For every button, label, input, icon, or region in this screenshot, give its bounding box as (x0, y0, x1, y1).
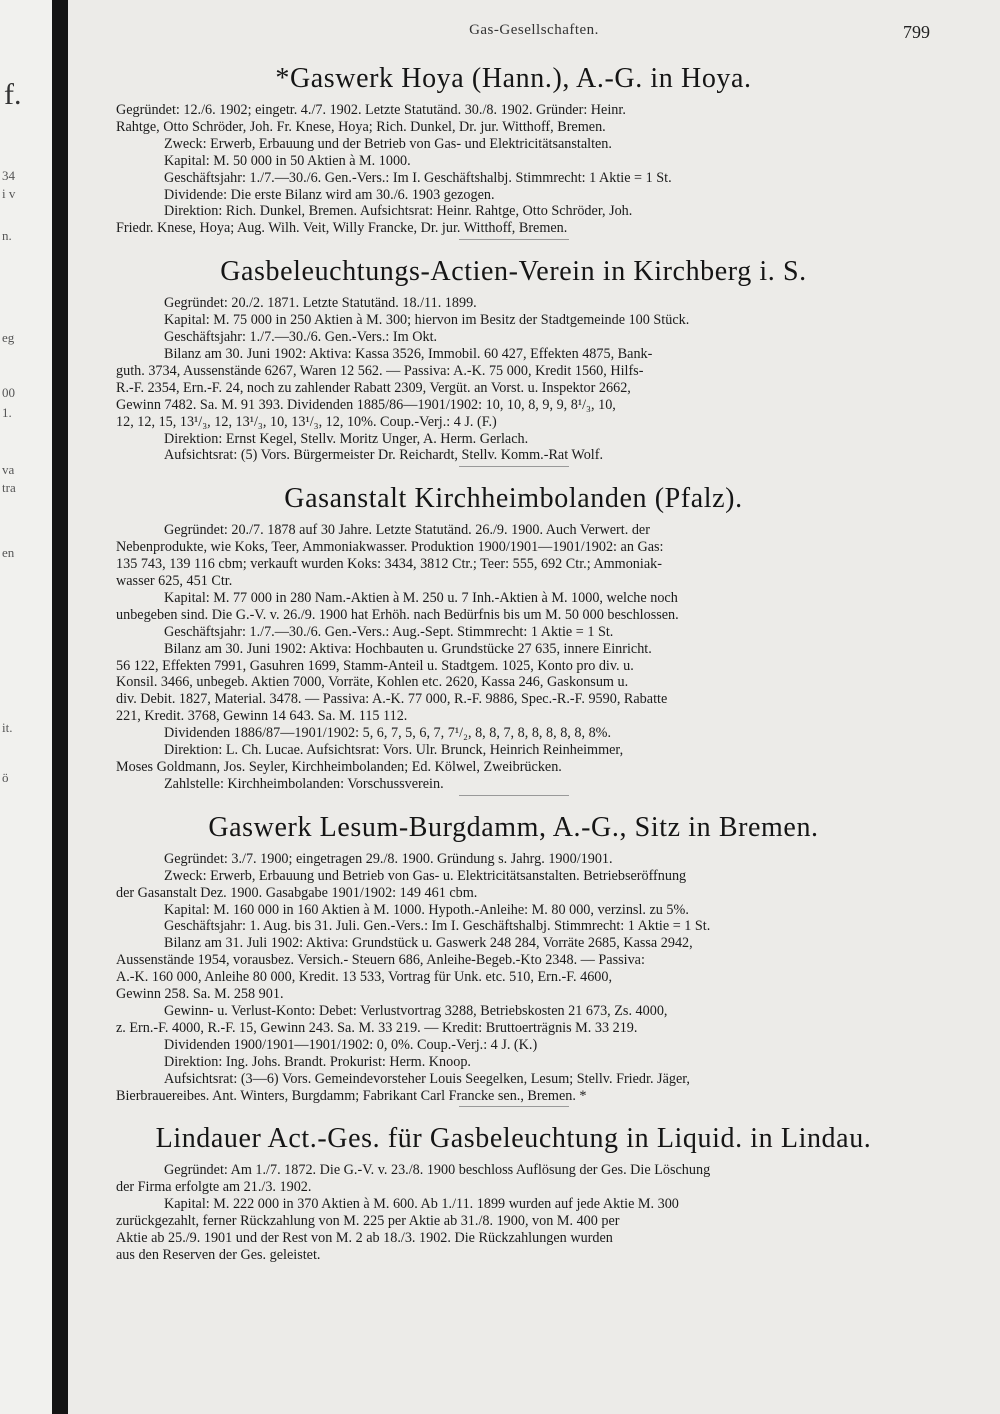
margin-fragment: 00 (2, 385, 15, 400)
text-line: Konsil. 3466, unbegeb. Aktien 7000, Vorräte, Kohlen etc. 2620, Kassa 246, Gaskonsum u. (116, 674, 629, 691)
text-line: Zahlstelle: Kirchheimbolanden: Vorschussverein. (164, 775, 444, 792)
text-line: Aufsichtsrat: (5) Vors. Bürgermeister Dr. Reichardt, Stellv. Komm.-Rat Wolf. (164, 447, 603, 464)
company-title: Lindauer Act.-Ges. für Gasbeleuchtung in Liquid. in Lindau. (155, 1123, 872, 1155)
page-content (116, 62, 911, 1279)
margin-fragment: en (2, 545, 15, 560)
text-line: Aufsichtsrat: (3—6) Vors. Gemeindevorsteher Louis Seegelken, Lesum; Stellv. Friedr. Jäger, (164, 1070, 690, 1087)
text-line: R.-F. 2354, Ern.-F. 24, noch zu zahlender Rabatt 2309, Vergüt. an Vorst. u. Inspektor 2662, (116, 379, 631, 396)
text-line: Bierbrauereibes. Ant. Winters, Burgdamm; Fabrikant Carl Francke sen., Bremen. * (116, 1087, 587, 1104)
company-title: Gaswerk Lesum-Burgdamm, A.-G., Sitz in Bremen. (208, 811, 819, 843)
text-line: div. Debit. 1827, Material. 3478. — Passiva: A.-K. 77 000, R.-F. 9886, Spec.-R.-F. 9590, Rabatte (116, 691, 668, 708)
company-title: Gasanstalt Kirchheimbolanden (Pfalz). (284, 483, 743, 515)
text-line: Friedr. Knese, Hoya; Aug. Wilh. Veit, Willy Francke, Dr. jur. Witthoff, Bremen. (116, 220, 568, 237)
text-line: Gegründet: 12./6. 1902; eingetr. 4./7. 1902. Letzte Statutänd. 30./8. 1902. Gründer: Heinr. (116, 102, 626, 118)
company-body (116, 851, 911, 1105)
text-line: Bilanz am 30. Juni 1902: Aktiva: Kassa 3526, Immobil. 60 427, Effekten 4875, Bank- (164, 345, 653, 362)
company-body (116, 102, 911, 237)
margin-fragment: tra (2, 480, 16, 495)
text-line: Moses Goldmann, Jos. Seyler, Kirchheimbolanden; Ed. Kölwel, Zweibrücken. (116, 759, 562, 775)
running-head-title: Gas-Gesellschaften. (469, 22, 599, 38)
text-line: Aktie ab 25./9. 1901 und der Rest von M. 2 ab 18./3. 1902. Die Rückzahlungen wurden (116, 1230, 613, 1247)
margin-fragment: i v (2, 186, 16, 201)
section-separator (459, 466, 569, 467)
text-line: Direktion: Rich. Dunkel, Bremen. Aufsichtsrat: Heinr. Rahtge, Otto Schröder, Joh. (164, 203, 633, 220)
text-line: Dividende: Die erste Bilanz wird am 30./6. 1903 gezogen. (164, 186, 495, 203)
text-line: Kapital: M. 160 000 in 160 Aktien à M. 1000. Hypoth.-Anleihe: M. 80 000, verzinsl. zu 5%. (164, 901, 689, 918)
book-spine-shadow (52, 0, 68, 1414)
text-line: 221, Kredit. 3768, Gewinn 14 643. Sa. M. 115 112. (116, 708, 408, 725)
text-line: 56 122, Effekten 7991, Gasuhren 1699, Stamm-Anteil u. Stadtgem. 1025, Konto pro div. u. (116, 657, 634, 674)
margin-fragment: ö (2, 770, 9, 785)
text-line: Geschäftsjahr: 1. Aug. bis 31. Juli. Gen.-Vers.: Im I. Geschäftshalbj. Stimmrecht: 1 Aktie = 1 St. (164, 918, 711, 935)
text-line: Gewinn- u. Verlust-Konto: Debet: Verlustvortrag 3288, Betriebskosten 21 673, Zs. 4000, (164, 1002, 668, 1019)
company-body (116, 1162, 911, 1263)
text-line: der Firma erfolgte am 21./3. 1902. (116, 1179, 312, 1196)
text-line: Gewinn 7482. Sa. M. 91 393. Dividenden 1885/86—1901/1902: 10, 10, 8, 9, 9, 8¹/₃, 10, (116, 396, 616, 413)
company-title: Gasbeleuchtungs-Actien-Verein in Kirchberg i. S. (220, 256, 807, 288)
text-line: Bilanz am 31. Juli 1902: Aktiva: Grundstück u. Gaswerk 248 284, Vorräte 2685, Kassa 2942, (164, 935, 693, 952)
company-entry (116, 255, 911, 467)
margin-fragment: va (2, 462, 15, 477)
company-entry (116, 811, 911, 1108)
company-entry (116, 482, 911, 796)
section-separator (459, 795, 569, 796)
margin-fragment: 34 (2, 168, 15, 183)
text-line: Dividenden 1900/1901—1901/1902: 0, 0%. Coup.-Verj.: 4 J. (K.) (164, 1036, 538, 1053)
text-line: Zweck: Erwerb, Erbauung und der Betrieb von Gas- und Elektricitätsanstalten. (164, 135, 612, 152)
text-line: Direktion: L. Ch. Lucae. Aufsichtsrat: Vors. Ulr. Brunck, Heinrich Reinheimmer, (164, 742, 624, 759)
company-body (116, 522, 911, 793)
section-separator (459, 239, 569, 240)
text-line: der Gasanstalt Dez. 1900. Gasabgabe 1901/1902: 149 461 cbm. (116, 884, 478, 901)
text-line: Nebenprodukte, wie Koks, Teer, Ammoniakwasser. Produktion 1900/1901—1901/1902: an Gas: (116, 539, 664, 556)
running-head (68, 22, 1000, 46)
text-line: Kapital: M. 50 000 in 50 Aktien à M. 1000. (164, 152, 411, 169)
text-line: zurückgezahlt, ferner Rückzahlung von M. 225 per Aktie ab 31./8. 1900, von M. 400 per (116, 1213, 620, 1230)
text-line: Geschäftsjahr: 1./7.—30./6. Gen.-Vers.: Aug.-Sept. Stimmrecht: 1 Aktie = 1 St. (164, 623, 614, 640)
text-line: guth. 3734, Aussenstände 6267, Waren 12 562. — Passiva: A.-K. 75 000, Kredit 1560, Hilfs- (116, 362, 644, 379)
left-margin-strip (0, 0, 52, 1414)
text-line: Dividenden 1886/87—1901/1902: 5, 6, 7, 5, 6, 7, 7¹/₂, 8, 8, 7, 8, 8, 8, 8, 8, 8%. (164, 725, 612, 742)
text-line: Bilanz am 30. Juni 1902: Aktiva: Hochbauten u. Grundstücke 27 635, innere Einricht. (164, 640, 652, 657)
margin-fragment: f. (4, 78, 22, 111)
page-number: 799 (903, 22, 930, 42)
text-line: Geschäftsjahr: 1./7.—30./6. Gen.-Vers.: Im Okt. (164, 329, 438, 346)
text-line: 12, 12, 15, 13¹/₃, 12, 13¹/₃, 10, 13¹/₃, 12, 10%. Coup.-Verj.: 4 J. (F.) (116, 413, 497, 430)
company-entry (116, 1122, 911, 1263)
company-body (116, 295, 911, 464)
text-line: aus den Reserven der Ges. geleistet. (116, 1246, 321, 1263)
text-line: Kapital: M. 77 000 in 280 Nam.-Aktien à M. 250 u. 7 Inh.-Aktien à M. 1000, welche noch (164, 589, 678, 606)
text-line: z. Ern.-F. 4000, R.-F. 15, Gewinn 243. Sa. M. 33 219. — Kredit: Bruttoerträgnis M. 33 219. (116, 1019, 638, 1036)
margin-fragment: 1. (2, 405, 12, 420)
text-line: wasser 625, 451 Ctr. (116, 573, 233, 590)
text-line: Zweck: Erwerb, Erbauung und Betrieb von Gas- u. Elektricitätsanstalten. Betriebseröffnung (164, 867, 687, 884)
margin-fragment: it. (2, 720, 13, 735)
margin-fragment: n. (2, 228, 12, 243)
text-line: Gegründet: 20./7. 1878 auf 30 Jahre. Letzte Statutänd. 26./9. 1900. Auch Verwert. der (164, 522, 650, 539)
company-entry (116, 62, 911, 240)
document-page (68, 0, 1000, 1414)
text-line: Direktion: Ing. Johs. Brandt. Prokurist: Herm. Knoop. (164, 1053, 471, 1070)
text-line: Kapital: M. 75 000 in 250 Aktien à M. 300; hiervon im Besitz der Stadtgemeinde 100 Stück. (164, 312, 690, 329)
text-line: A.-K. 160 000, Anleihe 80 000, Kredit. 13 533, Vortrag für Unk. etc. 510, Ern.-F. 4600, (116, 969, 613, 986)
text-line: Gegründet: 20./2. 1871. Letzte Statutänd. 18./11. 1899. (164, 295, 477, 312)
text-line: Gewinn 258. Sa. M. 258 901. (116, 986, 284, 1003)
section-separator (459, 1106, 569, 1107)
text-line: Gegründet: Am 1./7. 1872. Die G.-V. v. 23./8. 1900 beschloss Auflösung der Ges. Die Löschung (164, 1162, 711, 1179)
text-line: 135 743, 139 116 cbm; verkauft wurden Koks: 3434, 3812 Ctr.; Teer: 555, 692 Ctr.; Ammoniak- (116, 556, 662, 573)
text-line: Rahtge, Otto Schröder, Joh. Fr. Knese, Hoya; Rich. Dunkel, Dr. jur. Witthoff, Bremen. (116, 118, 606, 135)
text-line: Direktion: Ernst Kegel, Stellv. Moritz Unger, A. Herm. Gerlach. (164, 430, 529, 447)
company-title: *Gaswerk Hoya (Hann.), A.-G. in Hoya. (275, 63, 752, 94)
margin-fragment: eg (2, 330, 15, 345)
text-line: Geschäftsjahr: 1./7.—30./6. Gen.-Vers.: Im I. Geschäftshalbj. Stimmrecht: 1 Aktie = 1 St. (164, 169, 672, 186)
text-line: unbegeben sind. Die G.-V. v. 26./9. 1900 hat Erhöh. nach Bedürfnis bis um M. 50 000 beschlossen. (116, 606, 679, 623)
text-line: Kapital: M. 222 000 in 370 Aktien à M. 600. Ab 1./11. 1899 wurden auf jede Aktie M. 300 (164, 1196, 679, 1213)
text-line: Aussenstände 1954, vorausbez. Versich.- Steuern 686, Anleihe-Begeb.-Kto 2348. — Passiva: (116, 952, 645, 969)
text-line: Gegründet: 3./7. 1900; eingetragen 29./8. 1900. Gründung s. Jahrg. 1900/1901. (164, 850, 613, 867)
